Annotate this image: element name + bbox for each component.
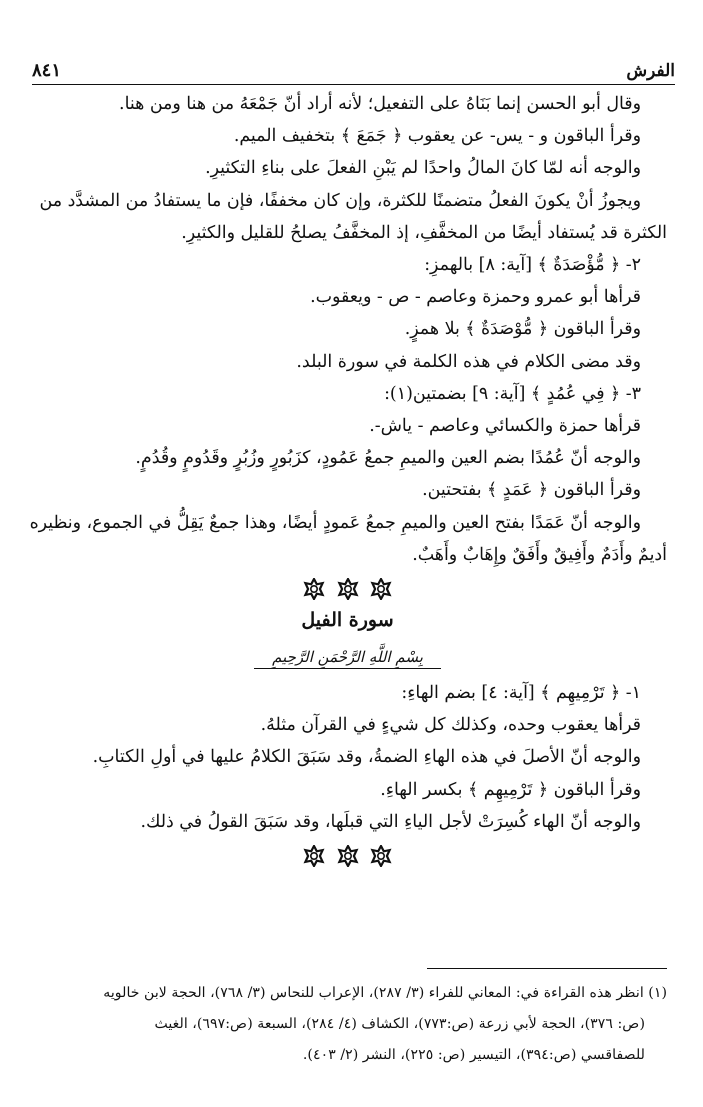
text-line: والوجه أنّ عَمَدًا بفتح العين والميمِ جمعُ عَمودٍ أيضًا، وهذا جمعٌ يَقِلُّ في الجموع، ونظيره bbox=[29, 512, 641, 533]
star-ornament-icon bbox=[303, 845, 325, 867]
text-line: وقرأ الباقون ﴿ عَمَدٍ ﴾ بفتحتين. bbox=[422, 480, 641, 501]
star-ornament-icon bbox=[337, 845, 359, 867]
basmala-text: بِسْمِ اللَّهِ الرَّحْمَنِ الرَّحِيمِ bbox=[254, 648, 441, 669]
header-title: الفرش bbox=[626, 61, 675, 81]
footnote-line: (ص: ٣٧٦)، الحجة لأبي زرعة (ص:٧٧٣)، الكشاف (٤/ ٢٨٤)، السبعة (ص:٦٩٧)، الغيث bbox=[154, 1016, 645, 1032]
text-line: وقرأ الباقون ﴿ تَرْمِيهِم ﴾ بكسر الهاءِ. bbox=[380, 779, 641, 800]
text-line: قرأها حمزة والكسائي وعاصم - ياش-. bbox=[369, 416, 641, 437]
page-header bbox=[32, 56, 675, 85]
text-block-2 bbox=[28, 677, 667, 838]
basmala bbox=[28, 637, 667, 677]
text-line: الكثرة قد يُستفاد أيضًا من المخفَّفِ، إذ المخفَّفُ يصلحُ للقليل والكثيرِ. bbox=[181, 222, 667, 243]
text-line: وقرأ الباقون ﴿ مُّوْصَدَةٌ ﴾ بلا همزٍ. bbox=[404, 319, 641, 340]
main-text bbox=[28, 88, 667, 870]
text-line: والوجه أنّ الهاء كُسِرَتْ لأجل الياءِ التي قبلَها، وقد سَبَقَ القولُ في ذلك. bbox=[140, 811, 641, 832]
text-line: قرأها أبو عمرو وحمزة وعاصم - ص - ويعقوب. bbox=[310, 287, 641, 308]
text-line: ٣- ﴿ فِي عُمُدٍ ﴾ [آية: ٩] بضمتين(١): bbox=[384, 383, 641, 404]
text-line: ويجوزُ أنْ يكونَ الفعلُ متضمنًا للكثرة، وإن كان مخففًا، فإن ما يستفادُ من المشدَّد من bbox=[39, 190, 641, 211]
footnote-line: للصفاقسي (ص:٣٩٤)، التيسير (ص: ٢٢٥)، النشر (٢/ ٤٠٣). bbox=[302, 1047, 645, 1063]
text-line: والوجه أنّ الأصلَ في هذه الهاءِ الضمةُ، وقد سَبَقَ الكلامُ عليها في أولِ الكتابِ. bbox=[92, 747, 641, 768]
footnote-rule bbox=[427, 968, 667, 969]
footnote-line: (١) انظر هذه القراءة في: المعاني للفراء (٣/ ٢٨٧)، الإعراب للنحاس (٣/ ٧٦٨)، الحجة لابن خالويه bbox=[103, 985, 667, 1001]
text-line: ١- ﴿ تَرْمِيهِم ﴾ [آية: ٤] بضم الهاءِ: bbox=[401, 683, 641, 704]
page-number: ٨٤١ bbox=[32, 60, 62, 81]
text-line: ٢- ﴿ مُّؤْصَدَةٌ ﴾ [آية: ٨] بالهمزِ: bbox=[424, 255, 641, 276]
text-line: أديمٌ وأَدَمٌ وأَفِيقٌ وأَفَقٌ وإِهَابٌ وأَهَبٌ. bbox=[412, 544, 667, 565]
text-line: والوجه أنه لمّا كانَ المالُ واحدًا لم يَبْنِ الفعلَ على بناءِ التكثيرِ. bbox=[205, 158, 641, 179]
surah-title: سورة الفيل bbox=[301, 609, 394, 632]
text-line: والوجه أنّ عُمُدًا بضم العين والميمِ جمعُ عَمُودٍ، كزَبُورٍ وزُبُرٍ وقَدُومٍ وقُدُمٍ. bbox=[135, 448, 641, 469]
text-line: وقرأ الباقون و - يس- عن يعقوب ﴿ جَمَعَ ﴾ بتخفيف الميم. bbox=[233, 126, 641, 147]
section-separator-end bbox=[28, 840, 667, 870]
text-block-1 bbox=[28, 88, 667, 571]
star-ornament-icon bbox=[337, 578, 359, 600]
text-line: قرأها يعقوب وحده، وكذلك كل شيءٍ في القرآن مثلهُ. bbox=[260, 715, 641, 736]
star-ornament-icon bbox=[370, 578, 392, 600]
text-line: وقد مضى الكلام في هذه الكلمة في سورة البلد. bbox=[296, 351, 641, 372]
star-ornament-icon bbox=[303, 578, 325, 600]
star-ornament-icon bbox=[370, 845, 392, 867]
footnotes bbox=[22, 978, 667, 1071]
text-line: وقال أبو الحسن إنما بَنَاهُ على التفعيل؛ لأنه أراد أنّ جَمْعَهُ من هنا ومن هنا. bbox=[119, 94, 641, 114]
section-separator bbox=[28, 573, 667, 603]
